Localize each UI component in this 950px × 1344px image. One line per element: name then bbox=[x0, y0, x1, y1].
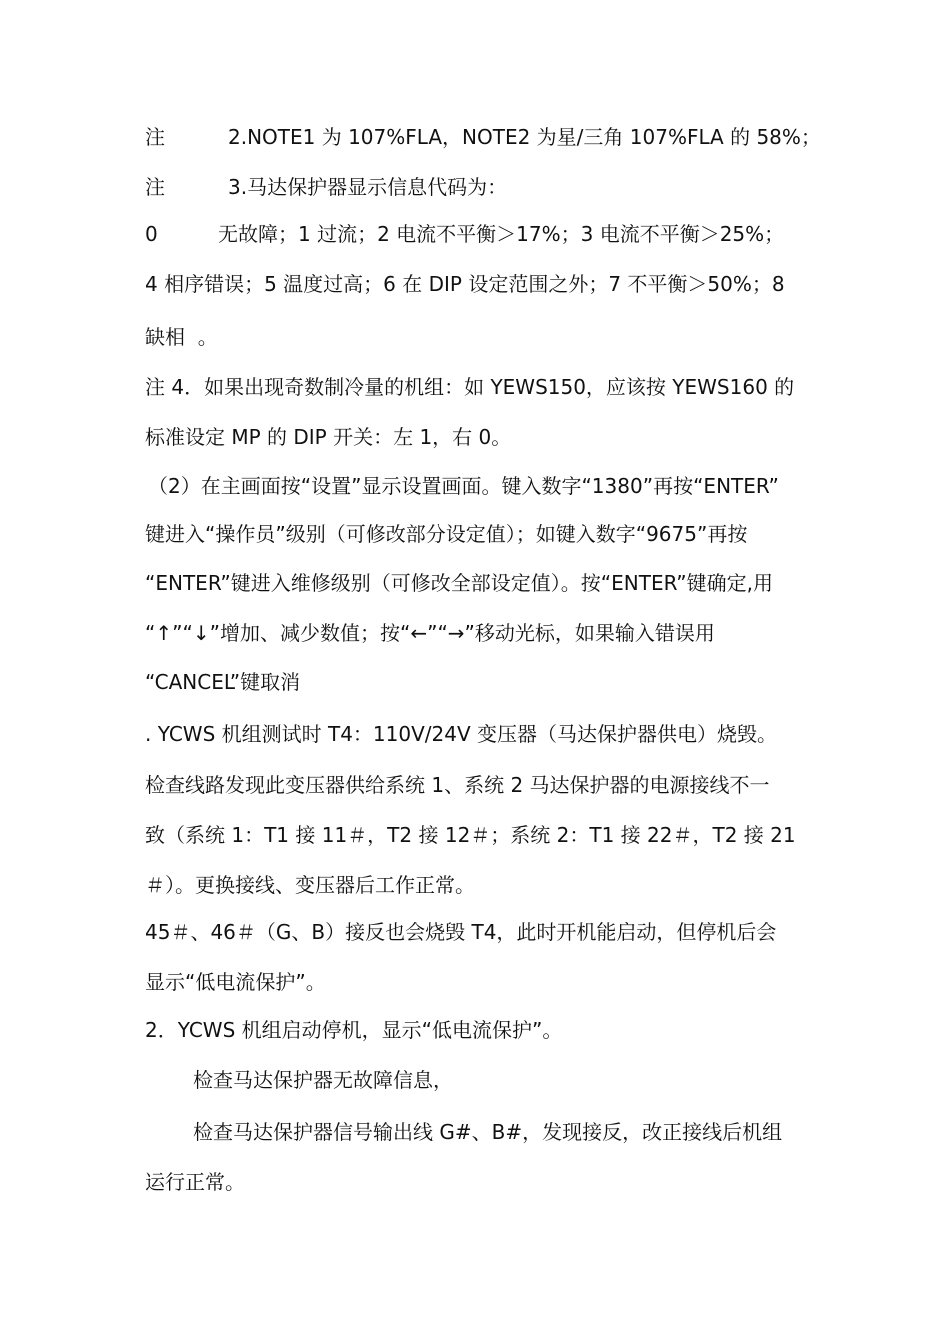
paragraph-line: “ENTER”键进入维修级别（可修改全部设定值）。按“ENTER”键确定,用 bbox=[145, 571, 773, 595]
paragraph-line: 标准设定 MP 的 DIP 开关：左 1，右 0。 bbox=[145, 425, 512, 449]
note-label: 注 bbox=[145, 175, 165, 199]
paragraph-line: 检查马达保护器信号输出线 G#、B#，发现接反，改正接线后机组 bbox=[193, 1120, 783, 1144]
paragraph-line: 2．YCWS 机组启动停机，显示“低电流保护”。 bbox=[145, 1018, 563, 1042]
paragraph-line: 运行正常。 bbox=[145, 1170, 245, 1194]
paragraph-line: （2）在主画面按“设置”显示设置画面。键入数字“1380”再按“ENTER” bbox=[148, 474, 779, 498]
paragraph-line: 4 相序错误；5 温度过高；6 在 DIP 设定范围之外；7 不平衡＞50%；8 bbox=[145, 272, 785, 296]
paragraph-line: 检查马达保护器无故障信息， bbox=[193, 1068, 453, 1092]
paragraph-line: 无故障；1 过流；2 电流不平衡＞17%；3 电流不平衡＞25%； bbox=[218, 222, 785, 246]
note-label: 注 bbox=[145, 125, 165, 149]
paragraph-line: 检查线路发现此变压器供给系统 1、系统 2 马达保护器的电源接线不一 bbox=[145, 773, 770, 797]
paragraph-line: 2.NOTE1 为 107%FLA，NOTE2 为星/三角 107%FLA 的 58%； bbox=[228, 125, 821, 149]
paragraph-line: ＃）。更换接线、变压器后工作正常。 bbox=[145, 873, 475, 897]
paragraph-line: 键进入“操作员”级别（可修改部分设定值）；如键入数字“9675”再按 bbox=[145, 522, 748, 546]
paragraph-line: . YCWS 机组测试时 T4：110V/24V 变压器（马达保护器供电）烧毁。 bbox=[145, 722, 778, 746]
paragraph-line: 缺相 。 bbox=[145, 325, 218, 349]
paragraph-line: “CANCEL”键取消 bbox=[145, 670, 301, 694]
paragraph-line: “↑”“↓”增加、减少数值；按“←”“→”移动光标，如果输入错误用 bbox=[145, 621, 715, 645]
paragraph-line: 致（系统 1：T1 接 11＃，T2 接 12＃；系统 2：T1 接 22＃，T2 接 21 bbox=[145, 823, 796, 847]
paragraph-line: 45＃、46＃（G、B）接反也会烧毁 T4，此时开机能启动，但停机后会 bbox=[145, 920, 777, 944]
paragraph-line: 3.马达保护器显示信息代码为： bbox=[228, 175, 508, 199]
code-label: 0 bbox=[145, 222, 158, 246]
paragraph-line: 注 4．如果出现奇数制冷量的机组：如 YEWS150，应该按 YEWS160 的 bbox=[145, 375, 795, 399]
paragraph-line: 显示“低电流保护”。 bbox=[145, 970, 326, 994]
